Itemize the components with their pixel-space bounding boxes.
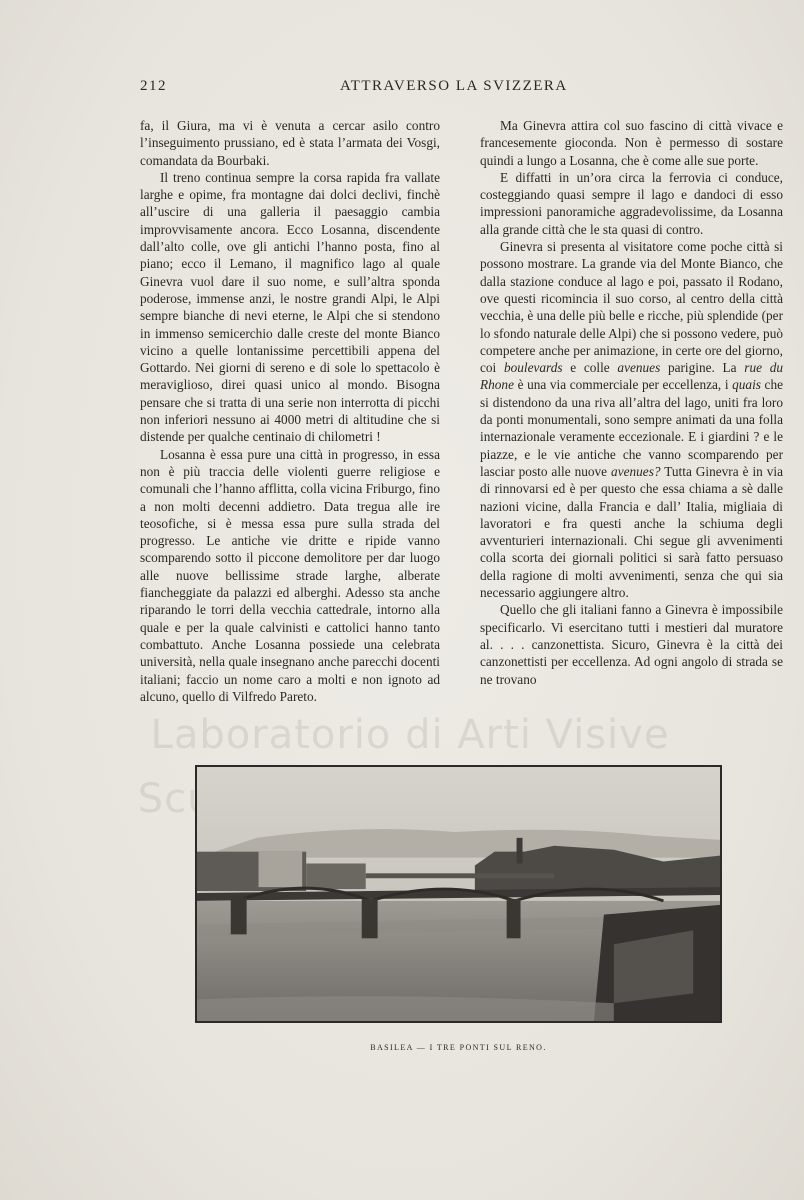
basel-bridge-photograph (195, 765, 722, 1023)
watermark-line-1: Laboratorio di Arti Visive (150, 712, 670, 758)
paragraph: Ma Ginevra attira col suo fascino di città vivace e francesemente gioconda. Non è permesso di sostare quindi a lungo a Losanna, che è come alle sue porte. (480, 118, 783, 168)
left-column (140, 117, 440, 705)
figure-caption: BASILEA — I TRE PONTI SUL RENO. (370, 1043, 547, 1052)
italic-term: rue du Rhone (480, 360, 784, 393)
paragraph: Il treno continua sempre la corsa rapida fra vallate larghe e opime, fra montagne dai dolci declivi, finchè all’uscire di una galleria il paesaggio cambia improvvisamente ancora. Ecco Losanna, discendente dall’alto colle, ove gli antichi l’hanno posta, fino al piano; ecco il Lemano, il magnifico lago al quale Ginevra vuol dare il suo nome, e sull’altra sponda poderose, immense anzi, le nostre grandi Alpi, le Alpi sempre bianche di nevi eterne, le Alpi che si stendono in immenso semicerchio dalle creste del monte Bianco vicino a quelle lontanissime percettibili appena del Gottardo. Nei giorni di sereno e di sole lo spettacolo è meraviglioso, direi quasi unico al mondo. Bisogna pensare che si tratta di una serie non interrotta di picchi non inferiori nessuno ai 4000 metri di altitudine che si distende per qualche centinaio di chilometri ! (140, 169, 440, 445)
page-number: 212 (140, 78, 167, 94)
running-title: ATTRAVERSO LA SVIZZERA (340, 78, 568, 94)
italic-term: avenues (617, 360, 661, 376)
paragraph: E diffatti in un’ora circa la ferrovia ci conduce, costeggiando quasi sempre il lago e dandoci di esso impressioni panoramiche aggradevolissime, da Losanna alla grande città che le sta quasi di contro. (480, 169, 783, 237)
italic-term: avenues? (611, 463, 661, 479)
paragraph: Quello che gli italiani fanno a Ginevra è impossibile specificarlo. Vi esercitano tutti i mestieri dal muratore al. . . . canzonettista. Sicuro, Ginevra è la città dei canzonettisti per eccellenza. Ad ogni angolo di strada se ne trovano (480, 602, 783, 687)
bridge-photo-illustration (197, 767, 720, 1021)
paragraph: Ginevra si presenta al visitatore come poche città si possono mostrare. La grande via del Monte Bianco, che dalla stazione conduce al lago e poi, passato il Rodano, ove questi ricomincia il suo corso, al centro della città vecchia, è una delle più belle e ricche, più splendide (per lo sfondo naturale delle Alpi) che si possono vedere, può competere anche per animazione, in certe ore del giorno, coi boulevards e colle avenues parigine. La rue du Rhone è una via commerciale per eccellenza, i quais che si distendono da una riva all’altra del lago, uniti fra loro da ponti monumentali, sono sempre animati da una folla internazionale veramente eccezionale. E i giardini ? e le piazze, e le vie antiche che vanno scomparendo per lasciar posto alle nuove avenues? Tutta Ginevra è in via di rinnovarsi ed è per questo che essa chiama a sè dalle nazioni vicine, dalla Francia e dall’ Italia, migliaia di lavoratori e fra questi anche la schiuma degli avventurieri internazionali. Chi segue gli avvenimenti colla scorta dei giornali politici si sarà fatto persuaso della ragione di molti avvenimenti, senza che qui sia necessario aggiungere altro. (480, 239, 784, 601)
italic-term: quais (732, 377, 761, 393)
italic-term: boulevards (503, 360, 563, 376)
paragraph: Losanna è essa pure una città in progresso, in essa non è più traccia delle violenti guerre religiose e comunali che l’hanno afflitta, colla vicina Friburgo, fino a non molti decenni addietro. Data tregua alle ire teosofiche, si è messa essa pure sulla strada del progresso. Le antiche vie dritte e ripide vanno scomparendo sotto il piccone demolitore per dar luogo alle nuove bellissime strade larghe, alberate fiancheggiate da palazzi ed alberghi. Adesso sta anche riparando le torri della vecchia cattedrale, intorno alla quale e per la quale calvinisti e cattolici hanno tanto combattuto. Anche Losanna possiede una celebrata università, nella quale insegnano anche parecchi docenti italiani; faccio un nome caro a molti e non ignoto ad alcuno, quello di Vilfredo Pareto. (140, 446, 440, 704)
page-header (140, 78, 780, 98)
paragraph: fa, il Giura, ma vi è venuta a cercar asilo contro l’inseguimento prussiano, ed è stata l’armata dei Vosgi, comandata da Bourbaki. (140, 118, 440, 168)
right-column (480, 117, 783, 688)
